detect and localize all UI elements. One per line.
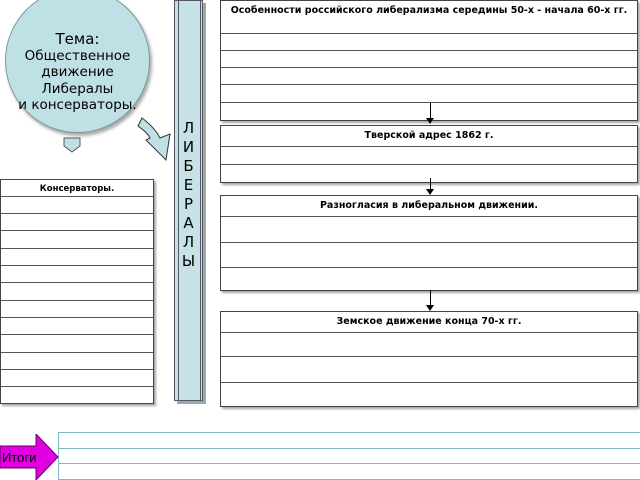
features-box-header: Особенности российского либерализма середины 50-х - начала 60-х гг.: [230, 5, 628, 16]
conservatives-box: [0, 179, 154, 404]
vertical-letter: И: [182, 138, 195, 156]
vertical-letter: Р: [183, 195, 194, 213]
vertical-letter: Е: [183, 176, 194, 194]
conservatives-box-header: Консерваторы.: [39, 184, 115, 194]
down-arrow-1: [426, 103, 436, 125]
zemstvo-box-header: Земское движение конца 70-х гг.: [336, 316, 522, 327]
disagreements-box-header: Разногласия в либеральном движении.: [319, 200, 539, 211]
down-arrow-3: [426, 290, 436, 312]
topic-line-2: движение: [41, 64, 114, 80]
liberals-vertical-letters: [175, 119, 202, 271]
vertical-letter: Ы: [181, 252, 196, 270]
tver-address-box: [220, 125, 638, 183]
vertical-letter: Б: [183, 157, 194, 175]
topic-line-3: Либералы: [41, 80, 114, 97]
topic-line-1: Общественное: [24, 47, 131, 64]
disagreements-box: [220, 195, 638, 291]
circle-down-arrow: [64, 138, 80, 152]
zemstvo-box: [220, 311, 638, 407]
down-arrow-2: [426, 178, 436, 196]
vertical-letter: А: [183, 214, 194, 232]
topic-title: Тема:: [55, 29, 100, 48]
summary-lines-area: [58, 432, 640, 480]
liberals-vertical-bar: [174, 0, 203, 401]
circle-right-arrow: [138, 118, 170, 160]
tver-address-box-header: Тверской адрес 1862 г.: [364, 130, 494, 141]
vertical-letter: Л: [182, 119, 195, 137]
topic-line-4: и консерваторы.: [18, 97, 137, 113]
vertical-letter: Л: [182, 233, 195, 251]
summary-label: Итоги: [2, 450, 37, 465]
